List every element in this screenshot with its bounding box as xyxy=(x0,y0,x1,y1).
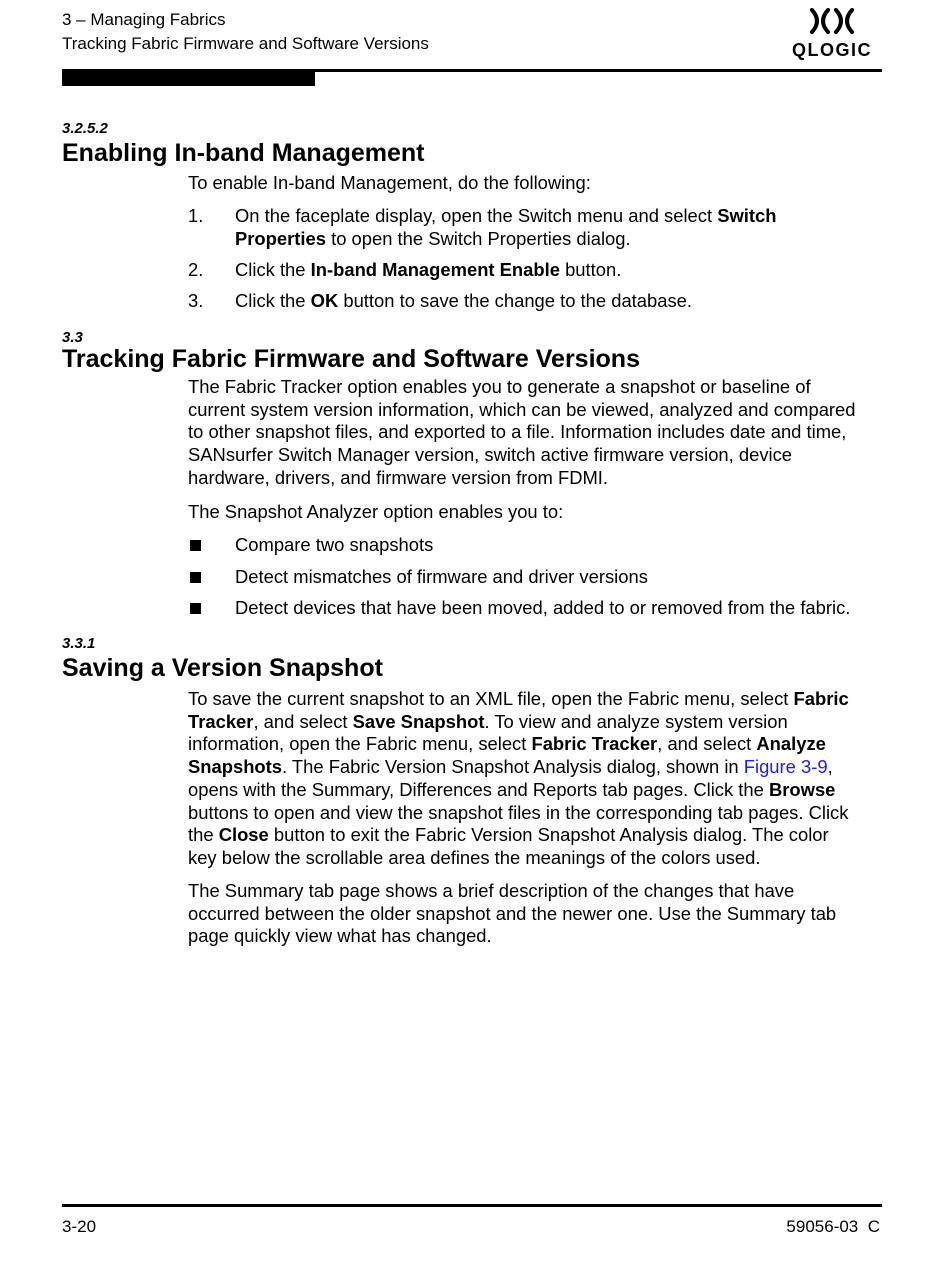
running-header-section: Tracking Fabric Firmware and Software Versions xyxy=(62,34,429,53)
paragraph-line xyxy=(188,756,884,779)
paragraph-line xyxy=(188,733,884,756)
paragraph-line: The Fabric Tracker option enables you to generate a snapshot or baseline of xyxy=(188,376,811,397)
section-number: 3.2.5.2 xyxy=(62,120,108,137)
paragraph-line xyxy=(188,779,884,802)
paragraph-line: hardware, drivers, and firmware version from FDMI. xyxy=(188,466,609,488)
paragraph-line xyxy=(188,711,884,734)
text-run: information, open the Fabric menu, select xyxy=(188,733,532,755)
paragraph-line: The Summary tab page shows a brief description of the changes that have xyxy=(188,880,795,901)
step-text-part: to open the Switch Properties dialog. xyxy=(325,227,631,249)
page-number: 3-20 xyxy=(62,1217,97,1236)
ui-term: Close xyxy=(218,824,269,846)
paragraph xyxy=(188,376,884,490)
paragraph-line: key below the scrollable area defines the meanings of the colors used. xyxy=(188,846,761,868)
ui-term: Analyze xyxy=(756,733,826,755)
step-text xyxy=(235,205,885,250)
paragraph: To enable In-band Management, do the following: xyxy=(188,172,591,193)
paragraph-line xyxy=(188,688,884,711)
bullet-text: Detect mismatches of firmware and driver versions xyxy=(235,566,648,587)
text-run: To save the current snapshot to an XML file, open the Fabric menu, select xyxy=(188,688,794,709)
bullet-square-icon xyxy=(190,540,201,551)
text-run: opens with the Summary, Differences and Reports tab pages. Click the xyxy=(188,778,769,800)
ui-term: Fabric Tracker xyxy=(531,733,658,755)
paragraph-line: buttons to open and view the snapshot files in the corresponding tab pages. Click xyxy=(188,801,849,823)
step-text-part: button. xyxy=(559,259,622,280)
text-run: , and select xyxy=(657,733,757,755)
step-number: 2. xyxy=(188,259,204,280)
section-number: 3.3 xyxy=(62,329,83,346)
step-text-part: Click the xyxy=(235,259,311,280)
paragraph-line: page quickly view what has changed. xyxy=(188,925,492,947)
qlogic-logo xyxy=(784,6,880,60)
paragraph xyxy=(188,688,884,870)
step-number: 1. xyxy=(188,205,204,226)
step-text xyxy=(235,290,885,313)
text-run: , and select xyxy=(253,710,353,732)
ui-term: Browse xyxy=(768,778,836,800)
paragraph-line: to other snapshot files, and exported to a file. Information includes date and time, xyxy=(188,421,847,443)
step-text-part: Click the xyxy=(235,290,311,311)
qlogic-logo-icon xyxy=(808,6,856,36)
ui-term: Properties xyxy=(235,227,326,249)
running-header-chapter: 3 – Managing Fabrics xyxy=(62,10,226,29)
ui-term: Snapshots xyxy=(188,756,283,778)
ui-term: OK xyxy=(310,290,339,311)
text-run: button to exit the Fabric Version Snapshot Analysis dialog. The color xyxy=(268,824,829,846)
step-text-part: button to save the change to the database. xyxy=(338,290,693,311)
paragraph xyxy=(188,880,884,948)
ui-term: Tracker xyxy=(188,710,254,732)
bullet-text: Compare two snapshots xyxy=(235,534,434,555)
bullet-square-icon xyxy=(190,572,201,583)
paragraph-line: SANsurfer Switch Manager version, switch active firmware version, device xyxy=(188,444,793,466)
text-run: . The Fabric Version Snapshot Analysis dialog, shown in xyxy=(282,756,744,778)
document-number: 59056-03 C xyxy=(786,1217,880,1236)
ui-term: Save Snapshot xyxy=(352,710,485,732)
text-run: . To view and analyze system version xyxy=(484,710,788,732)
logo-text: QLOGIC xyxy=(792,40,872,60)
paragraph-line: current system version information, which can be viewed, analyzed and compared xyxy=(188,398,856,420)
paragraph: The Snapshot Analyzer option enables you to: xyxy=(188,501,564,522)
text-run: the xyxy=(188,824,219,846)
text-run: , xyxy=(827,756,833,778)
figure-3-9-link[interactable]: Figure 3-9 xyxy=(743,756,828,778)
step-number: 3. xyxy=(188,290,204,311)
section-number: 3.3.1 xyxy=(62,635,96,652)
bullet-square-icon xyxy=(190,603,201,614)
bullet-text: Detect devices that have been moved, added to or removed from the fabric. xyxy=(235,597,851,618)
step-text-part: On the faceplate display, open the Switch menu and select xyxy=(235,205,718,226)
paragraph-line xyxy=(188,824,884,847)
ui-term: In-band Management Enable xyxy=(310,259,560,280)
section-title: Enabling In-band Management xyxy=(62,139,425,167)
ui-term: Fabric xyxy=(793,688,849,709)
ui-term: Switch xyxy=(717,205,777,226)
header-bar xyxy=(62,72,315,86)
step-text xyxy=(235,259,885,282)
paragraph-line: occurred between the older snapshot and the newer one. Use the Summary tab xyxy=(188,902,837,924)
footer-rule xyxy=(62,1204,882,1207)
section-title: Tracking Fabric Firmware and Software Versions xyxy=(62,345,640,373)
section-title: Saving a Version Snapshot xyxy=(62,654,383,682)
